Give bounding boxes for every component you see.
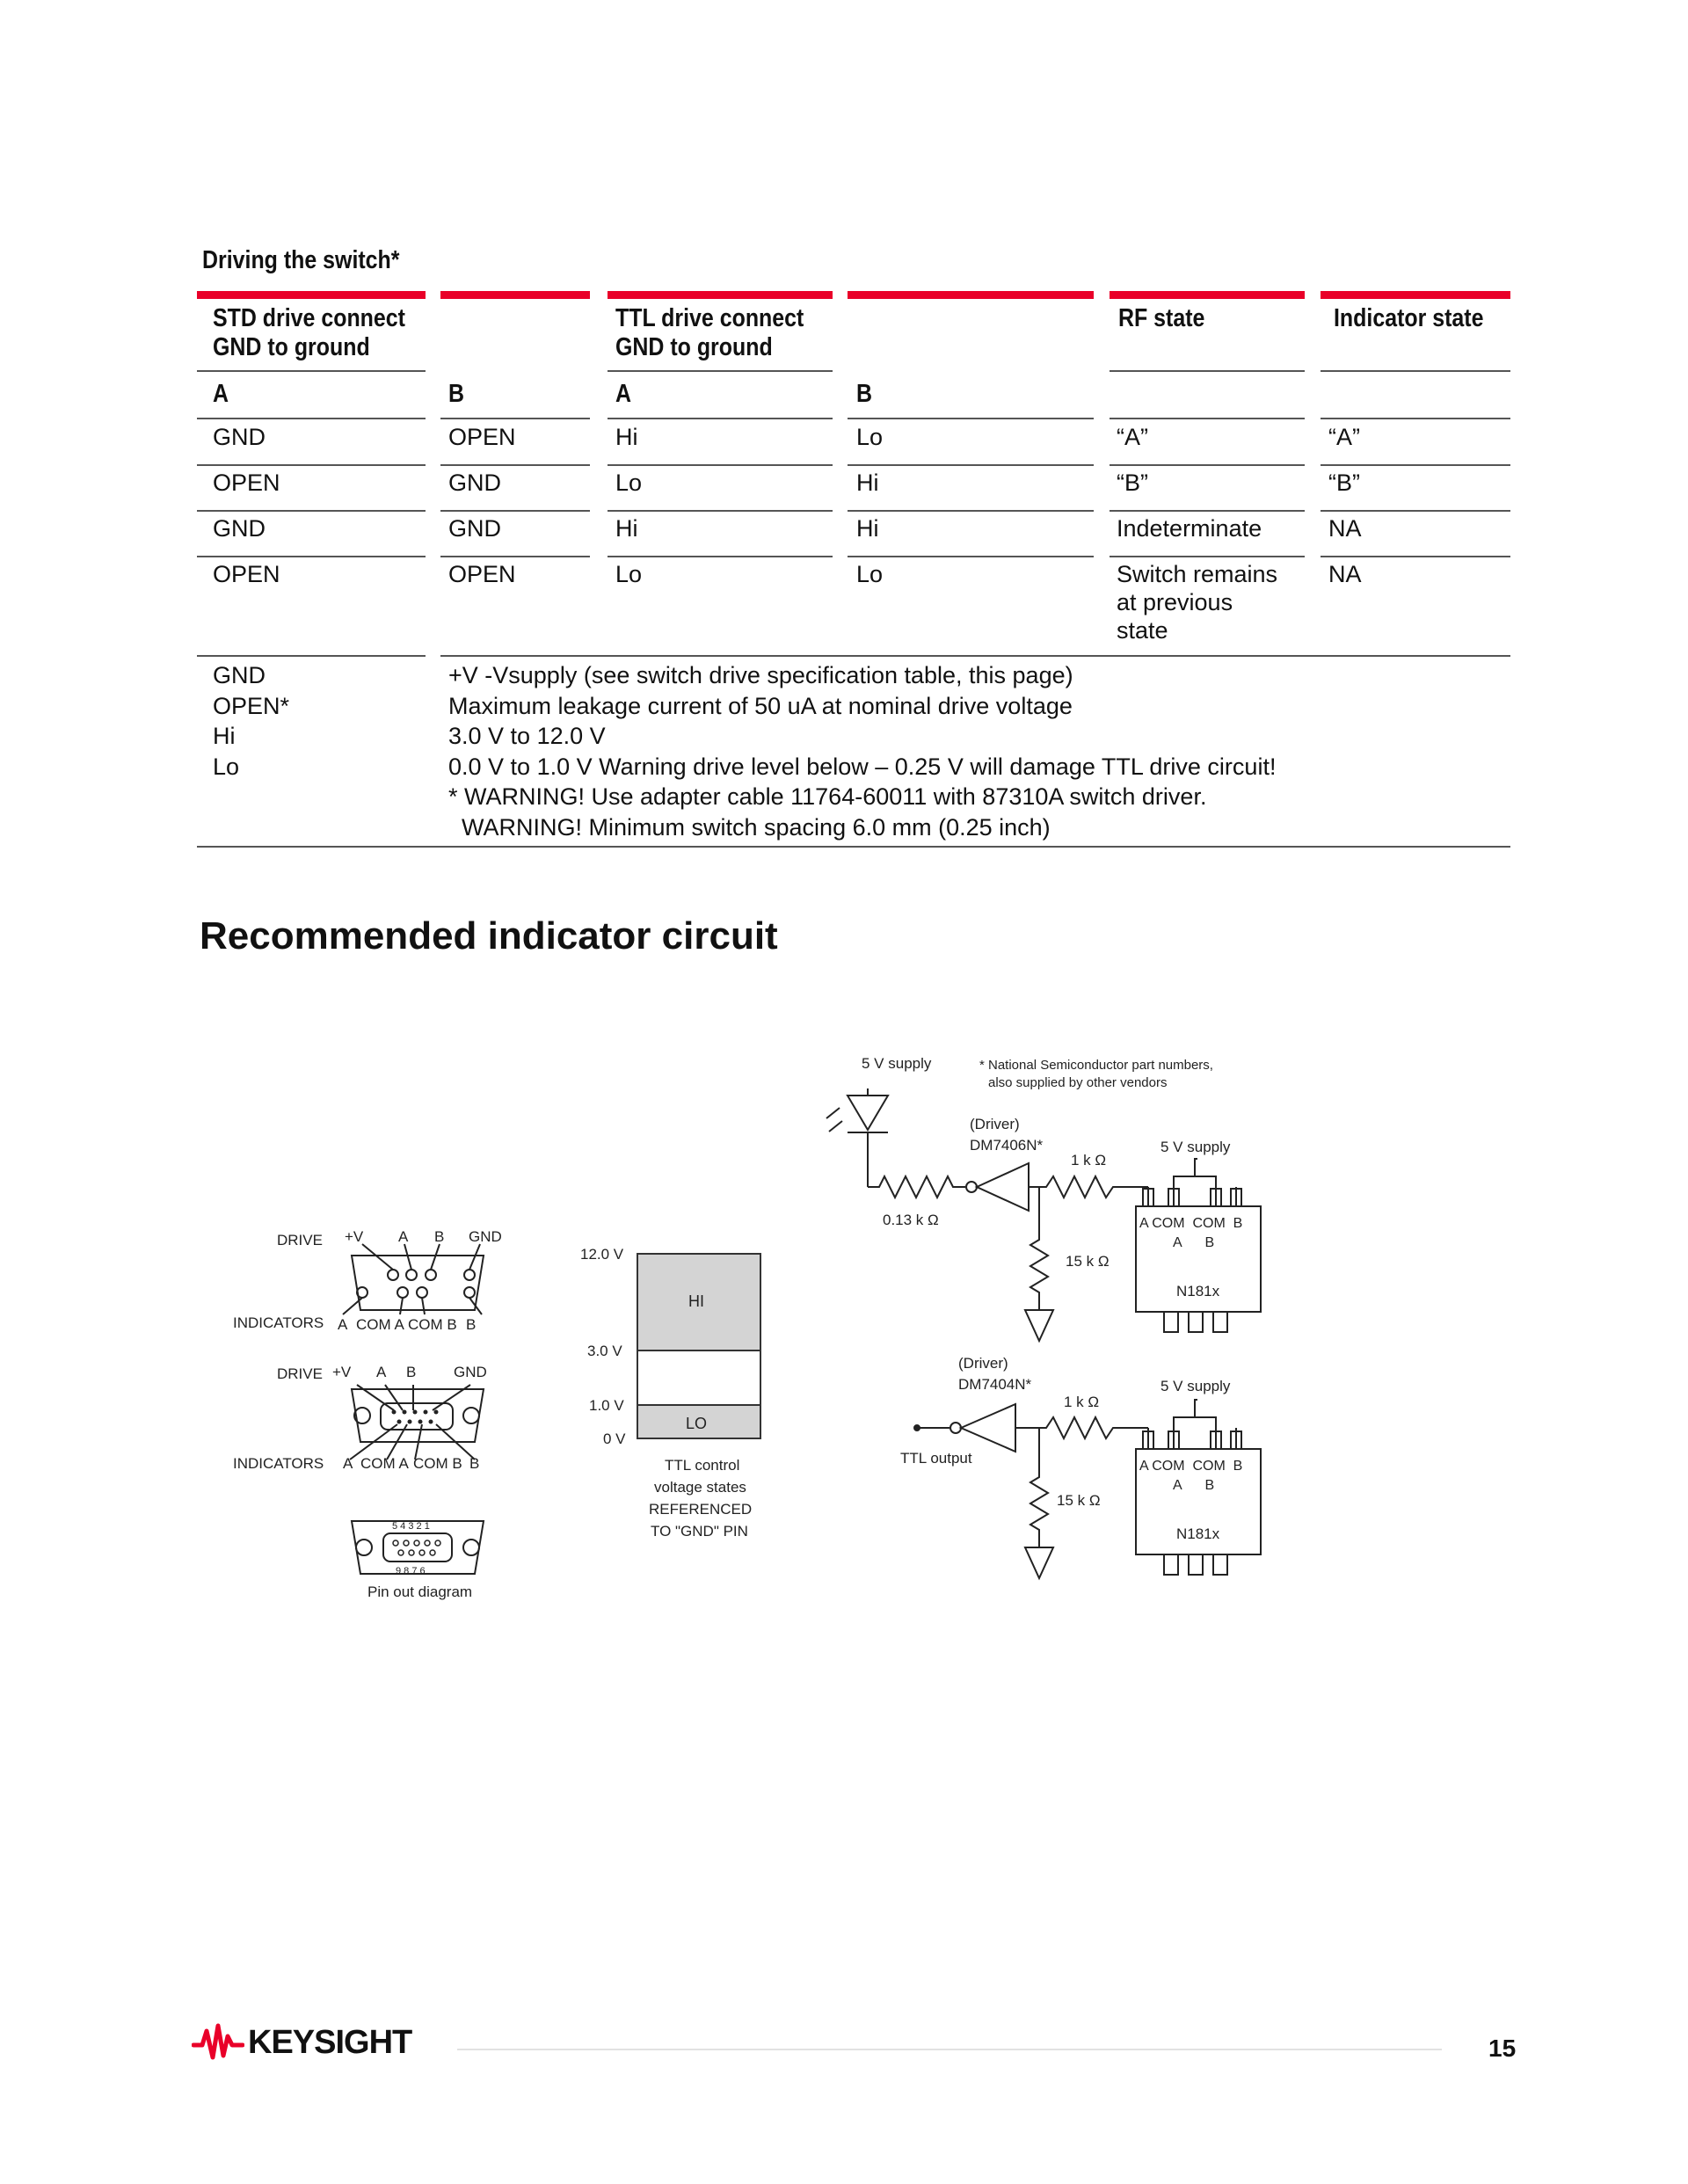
ttl-drive-header <box>615 304 804 362</box>
switch-pins: A COM COM B <box>1139 1216 1243 1231</box>
subheader-std-b: B <box>448 380 465 408</box>
pin-label: +V <box>345 1228 364 1245</box>
row-divider <box>440 418 590 419</box>
indicators-label: INDICATORS <box>233 1314 324 1331</box>
row-divider <box>1321 370 1510 372</box>
pin-label: +V <box>332 1364 352 1380</box>
row-divider <box>848 464 1094 466</box>
pin-label: B <box>466 1316 477 1333</box>
level-tick: 12.0 V <box>580 1246 624 1263</box>
driver-label: (Driver) <box>970 1116 1020 1132</box>
resistor-013k <box>868 1176 965 1198</box>
table-cell: OPEN <box>213 561 280 587</box>
pin-label: B <box>406 1364 417 1380</box>
header-line: STD drive connect <box>213 304 405 332</box>
indicator-state-header: Indicator state <box>1334 304 1484 332</box>
table-cell: Lo <box>615 561 643 587</box>
resistor-15k <box>1030 1428 1048 1547</box>
legend-definition: Maximum leakage current of 50 uA at nominal drive voltage <box>448 692 1073 719</box>
ttl-caption: TO "GND" PIN <box>651 1523 748 1540</box>
level-tick: 0 V <box>603 1431 626 1447</box>
legend-definitions <box>448 660 1276 842</box>
header-bar <box>1321 291 1510 299</box>
connector-face <box>383 1533 452 1562</box>
row-divider <box>848 418 1094 419</box>
std-drive-header <box>213 304 405 362</box>
pin-label: GND <box>454 1364 487 1380</box>
subheader-std-a: A <box>213 380 229 408</box>
indicators-label: INDICATORS <box>233 1455 324 1472</box>
level-tick: 1.0 V <box>589 1397 624 1414</box>
keysight-logo-icon <box>192 2022 244 2063</box>
legend-term: Lo <box>213 753 240 780</box>
table-cell: GND <box>213 515 266 542</box>
row-divider <box>608 418 833 419</box>
connector-pin <box>388 1270 398 1280</box>
row-divider <box>440 510 590 512</box>
table-cell: Indeterminate <box>1117 515 1262 542</box>
pin-label: B <box>469 1455 480 1472</box>
row-divider <box>440 655 1510 657</box>
row-divider <box>197 510 426 512</box>
table-cell: Switch remains at previous state <box>1117 561 1278 644</box>
row-divider <box>1321 556 1510 557</box>
row-divider <box>1321 464 1510 466</box>
switch-pins: A COM COM B <box>1139 1459 1243 1474</box>
table-cell: NA <box>1328 515 1362 542</box>
driver-part: DM7404N* <box>958 1376 1032 1393</box>
connector-pin <box>397 1287 408 1298</box>
pin-label: COM B <box>413 1455 462 1472</box>
table-cell: GND <box>448 515 501 542</box>
table-bottom-rule <box>197 846 1510 848</box>
row-divider <box>197 464 426 466</box>
table-cell: Hi <box>856 515 879 542</box>
legend-definition: 0.0 V to 1.0 V Warning drive level below – 0.25 V will damage TTL drive circuit! <box>448 753 1277 780</box>
indicator-circuit-diagram <box>0 1020 1688 1618</box>
header-bar <box>608 291 833 299</box>
ground-symbol <box>1025 1310 1053 1341</box>
row-divider <box>848 510 1094 512</box>
pinout-caption: Pin out diagram <box>367 1583 473 1600</box>
undefined-region <box>637 1350 760 1405</box>
supply-label: 5 V supply <box>1160 1378 1231 1394</box>
driver-label: (Driver) <box>958 1355 1008 1372</box>
pin-label: COM A <box>356 1316 404 1333</box>
supply-label: 5 V supply <box>1160 1139 1231 1155</box>
table-cell: “A” <box>1117 424 1148 450</box>
resistor-label: 1 k Ω <box>1064 1394 1100 1410</box>
row-divider <box>440 464 590 466</box>
row-divider <box>1321 418 1510 419</box>
subheader-ttl-a: A <box>615 380 632 408</box>
resistor-15k <box>1030 1187 1048 1310</box>
header-bar <box>440 291 590 299</box>
row-divider <box>197 418 426 419</box>
switch-pins: A B <box>1173 1478 1215 1493</box>
driver-dm7404n <box>961 1404 1015 1452</box>
legend-definition: WARNING! Minimum switch spacing 6.0 mm (0.25 inch) <box>448 813 1051 841</box>
header-line: GND to ground <box>615 333 773 361</box>
pin-label: A <box>376 1364 387 1380</box>
pin-label: B <box>434 1228 445 1245</box>
switch-part: N181x <box>1176 1283 1220 1299</box>
header-line: TTL drive connect <box>615 304 804 332</box>
connector-pin <box>406 1270 417 1280</box>
table-cell: “B” <box>1117 470 1148 496</box>
table-cell: GND <box>213 424 266 450</box>
legend-terms <box>213 660 289 782</box>
level-tick: 3.0 V <box>587 1343 622 1359</box>
leader-lines <box>362 1244 480 1270</box>
row-divider <box>1110 464 1305 466</box>
led-emission-arrows <box>826 1108 842 1132</box>
ttl-caption: voltage states <box>654 1479 746 1496</box>
connector-pin <box>464 1270 475 1280</box>
connector-screw <box>463 1408 479 1423</box>
resistor-label: 1 k Ω <box>1071 1152 1107 1168</box>
footer-rule <box>457 2049 1442 2050</box>
row-divider <box>197 556 426 557</box>
table-cell: Lo <box>615 470 643 496</box>
resistor-label: 15 k Ω <box>1057 1492 1101 1509</box>
row-divider <box>848 556 1094 557</box>
resistor-1k <box>1015 1417 1148 1438</box>
connector-shell <box>352 1256 484 1310</box>
resistor-label: 0.13 k Ω <box>883 1212 939 1228</box>
connector-screw <box>463 1540 479 1555</box>
table-cell: OPEN <box>448 561 516 587</box>
table-cell: OPEN <box>213 470 280 496</box>
row-divider <box>197 655 426 657</box>
connector-pin <box>426 1270 436 1280</box>
switch-pins: A B <box>1173 1235 1215 1250</box>
supply-label: 5 V supply <box>862 1055 932 1072</box>
pin-label: GND <box>469 1228 502 1245</box>
rf-state-header: RF state <box>1118 304 1205 332</box>
pin-label: A <box>398 1228 409 1245</box>
header-line: GND to ground <box>213 333 370 361</box>
table-cell: Hi <box>615 424 638 450</box>
switch-part: N181x <box>1176 1525 1220 1542</box>
resistor-1k <box>1029 1176 1148 1198</box>
driver-dm7406n <box>977 1163 1029 1211</box>
legend-term: Hi <box>213 723 236 749</box>
connector-pin <box>464 1287 475 1298</box>
table-cell: Hi <box>615 515 638 542</box>
row-divider <box>440 556 590 557</box>
header-bar <box>197 291 426 299</box>
table-cell: Lo <box>856 561 884 587</box>
table-cell: Hi <box>856 470 879 496</box>
driver-part: DM7406N* <box>970 1137 1044 1154</box>
subheader-ttl-b: B <box>856 380 873 408</box>
legend-definition: 3.0 V to 12.0 V <box>448 723 606 749</box>
ttl-caption: TTL control <box>665 1457 740 1474</box>
page-number: 15 <box>1488 2035 1517 2062</box>
legend-term: OPEN* <box>213 692 290 719</box>
footnote-line: also supplied by other vendors <box>988 1075 1168 1090</box>
resistor-label: 15 k Ω <box>1066 1253 1110 1270</box>
row-divider <box>1321 510 1510 512</box>
drive-label: DRIVE <box>277 1232 323 1249</box>
pin-label: A <box>343 1455 353 1472</box>
pin-numbers-top: 5 4 3 2 1 <box>392 1521 430 1532</box>
row-divider <box>608 510 833 512</box>
pin-numbers-bottom: 9 8 7 6 <box>396 1566 426 1576</box>
connector-screw <box>356 1540 372 1555</box>
connector-pin <box>417 1287 427 1298</box>
drive-label: DRIVE <box>277 1365 323 1382</box>
connector-pin <box>357 1287 367 1298</box>
footnote-line: * National Semiconductor part numbers, <box>979 1058 1213 1073</box>
table-cell: “A” <box>1328 424 1360 450</box>
ttl-output-label: TTL output <box>900 1450 972 1467</box>
ground-symbol <box>1025 1547 1053 1578</box>
table-cell: GND <box>448 470 501 496</box>
hi-label: HI <box>688 1292 704 1310</box>
leader-lines <box>343 1298 482 1314</box>
row-divider <box>197 370 426 372</box>
row-divider <box>1110 370 1305 372</box>
pin-label: COM B <box>408 1316 457 1333</box>
header-bar <box>848 291 1094 299</box>
row-divider <box>608 370 833 372</box>
header-bar <box>1110 291 1305 299</box>
table-cell: OPEN <box>448 424 516 450</box>
table-cell: “B” <box>1328 470 1360 496</box>
pin-label: COM A <box>360 1455 409 1472</box>
lo-label: LO <box>686 1415 708 1432</box>
legend-definition: +V -Vsupply (see switch drive specification table, this page) <box>448 662 1073 688</box>
connector-face <box>381 1403 453 1430</box>
row-divider <box>608 556 833 557</box>
pin-label: A <box>338 1316 348 1333</box>
led-symbol <box>848 1096 888 1130</box>
brand-name: KEYSIGHT <box>248 2024 412 2061</box>
legend-term: GND <box>213 662 266 688</box>
table-cell: Lo <box>856 424 884 450</box>
section-title: Recommended indicator circuit <box>200 914 778 957</box>
row-divider <box>1110 556 1305 557</box>
row-divider <box>608 464 833 466</box>
table-caption: Driving the switch* <box>202 246 400 274</box>
ttl-caption: REFERENCED <box>649 1501 753 1518</box>
table-cell: NA <box>1328 561 1362 587</box>
row-divider <box>1110 418 1305 419</box>
row-divider <box>1110 510 1305 512</box>
legend-definition: * WARNING! Use adapter cable 11764-60011 with 87310A switch driver. <box>448 783 1207 810</box>
